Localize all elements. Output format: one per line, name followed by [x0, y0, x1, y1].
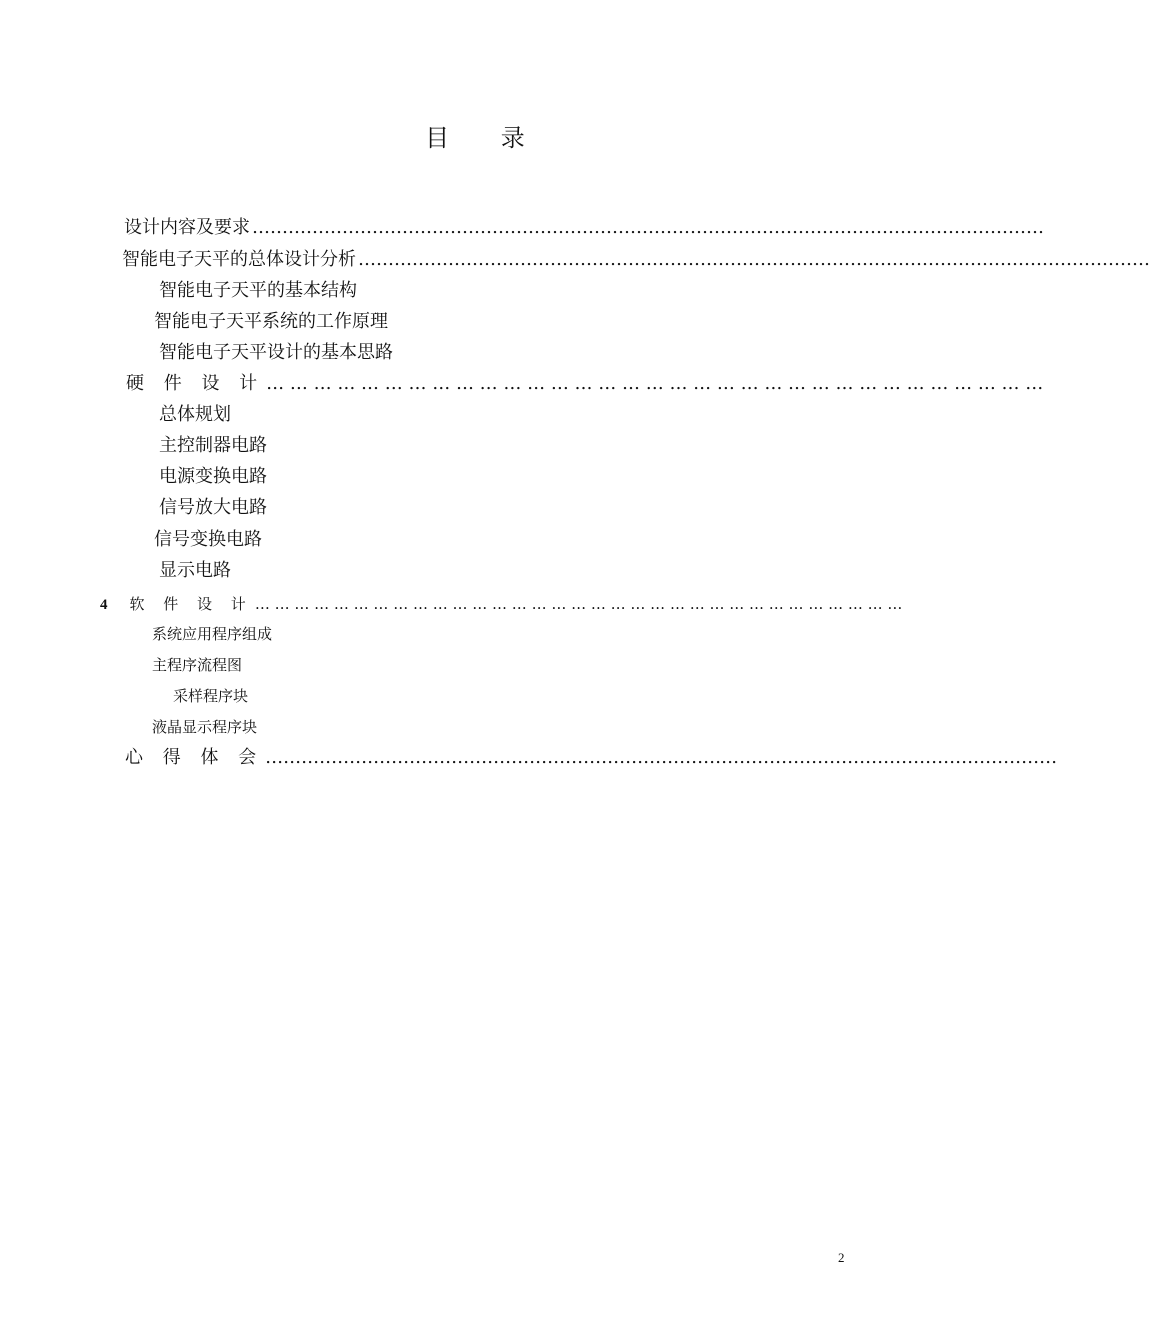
toc-entry-number: 4 — [100, 597, 108, 613]
toc-title: 目 录 — [425, 124, 547, 152]
toc-entry-hardware-design[interactable] — [126, 372, 1044, 396]
toc-entry-label: 智能电子天平的总体设计分析 — [122, 249, 356, 270]
toc-entry-overall-plan[interactable]: 总体规划 — [159, 404, 231, 425]
toc-entry-signal-amplifier[interactable]: 信号放大电路 — [159, 497, 267, 518]
toc-entry-label: 硬 件 设 计 — [126, 373, 265, 394]
toc-entry-experience[interactable] — [125, 746, 1058, 770]
toc-entry-basic-structure[interactable]: 智能电子天平的基本结构 — [159, 280, 357, 301]
toc-leader-dots: …………………………………………………………………………………………………………………… — [252, 217, 1044, 238]
toc-entry-label: 心 得 体 会 — [125, 747, 264, 768]
toc-entry-design-idea[interactable]: 智能电子天平设计的基本思路 — [159, 342, 393, 363]
toc-entry-label: 设计内容及要求 — [124, 217, 250, 238]
toc-entry-app-composition[interactable]: 系统应用程序组成 — [152, 625, 273, 643]
toc-entry-signal-conversion[interactable]: 信号变换电路 — [154, 529, 262, 550]
toc-entry-main-controller[interactable]: 主控制器电路 — [159, 435, 267, 456]
toc-entry-software-design[interactable] — [100, 594, 903, 615]
page-number: 2 — [838, 1250, 845, 1265]
toc-entry-label: 软 件 设 计 — [129, 595, 253, 613]
toc-leader-dots: … … … … … … … … … … … … … … … … … … … … … … … … … … … … … … … … … — [266, 373, 1044, 394]
toc-entry-sampling-block[interactable]: 采样程序块 — [173, 687, 249, 705]
toc-entry-power-conversion[interactable]: 电源变换电路 — [159, 466, 267, 487]
toc-entry-overall-analysis[interactable] — [122, 248, 1150, 272]
toc-entry-design-content[interactable] — [124, 216, 1044, 240]
toc-entry-display-circuit[interactable]: 显示电路 — [159, 560, 231, 581]
toc-leader-dots: … … … … … … … … … … … … … … … … … … … … … … … … … … … … … … … … … — [254, 595, 903, 613]
toc-leader-dots: …………………………………………………………………………………………………………………… — [358, 249, 1150, 270]
toc-entry-working-principle[interactable]: 智能电子天平系统的工作原理 — [154, 311, 388, 332]
toc-entry-lcd-block[interactable]: 液晶显示程序块 — [152, 718, 258, 736]
toc-entry-main-flowchart[interactable]: 主程序流程图 — [152, 656, 243, 674]
toc-leader-dots: …………………………………………………………………………………………………………………… — [265, 747, 1058, 768]
